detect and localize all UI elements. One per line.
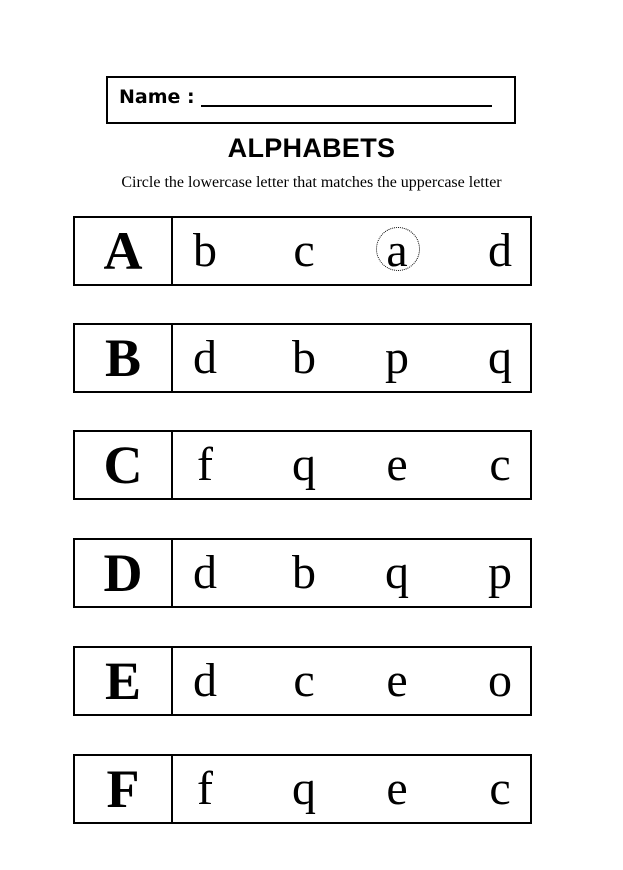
lowercase-choice[interactable]: d xyxy=(193,546,217,599)
lowercase-choice[interactable]: q xyxy=(292,438,316,491)
lowercase-choice[interactable]: c xyxy=(293,654,315,707)
uppercase-letter: A xyxy=(75,218,173,284)
lowercase-choice[interactable]: e xyxy=(386,654,408,707)
lowercase-choice[interactable]: e xyxy=(386,438,408,491)
uppercase-letter: C xyxy=(75,432,173,498)
letter-row-e xyxy=(73,646,532,716)
lowercase-choice[interactable]: b xyxy=(292,331,316,384)
name-write-line[interactable] xyxy=(201,105,492,107)
uppercase-letter: B xyxy=(75,325,173,391)
lowercase-choice[interactable]: d xyxy=(488,224,512,277)
lowercase-choice[interactable]: b xyxy=(292,546,316,599)
lowercase-choice[interactable]: c xyxy=(489,762,511,815)
page-title: ALPHABETS xyxy=(227,133,396,163)
uppercase-letter: E xyxy=(75,648,173,714)
lowercase-choice[interactable]: p xyxy=(488,546,512,599)
lowercase-choice[interactable]: d xyxy=(193,331,217,384)
lowercase-choice[interactable]: c xyxy=(293,224,315,277)
instructions: Circle the lowercase letter that matches the uppercase letter xyxy=(121,174,502,191)
letter-row-b xyxy=(73,323,532,393)
name-box xyxy=(106,76,516,124)
letter-row-c xyxy=(73,430,532,500)
lowercase-choice[interactable]: e xyxy=(386,762,408,815)
lowercase-choice[interactable]: f xyxy=(197,762,213,815)
uppercase-letter: D xyxy=(75,540,173,606)
lowercase-choice[interactable]: q xyxy=(488,331,512,384)
lowercase-choice[interactable]: b xyxy=(193,224,217,277)
lowercase-choice[interactable]: q xyxy=(385,546,409,599)
lowercase-choice-circled[interactable]: a xyxy=(386,224,408,277)
lowercase-choice[interactable]: o xyxy=(488,654,512,707)
lowercase-choice[interactable]: c xyxy=(489,438,511,491)
lowercase-choice[interactable]: f xyxy=(197,438,213,491)
letter-row-a xyxy=(73,216,532,286)
letter-row-d xyxy=(73,538,532,608)
letter-row-f xyxy=(73,754,532,824)
lowercase-choice[interactable]: q xyxy=(292,762,316,815)
name-label: Name : xyxy=(119,86,195,108)
lowercase-choice[interactable]: p xyxy=(385,331,409,384)
lowercase-choice[interactable]: d xyxy=(193,654,217,707)
uppercase-letter: F xyxy=(75,756,173,822)
